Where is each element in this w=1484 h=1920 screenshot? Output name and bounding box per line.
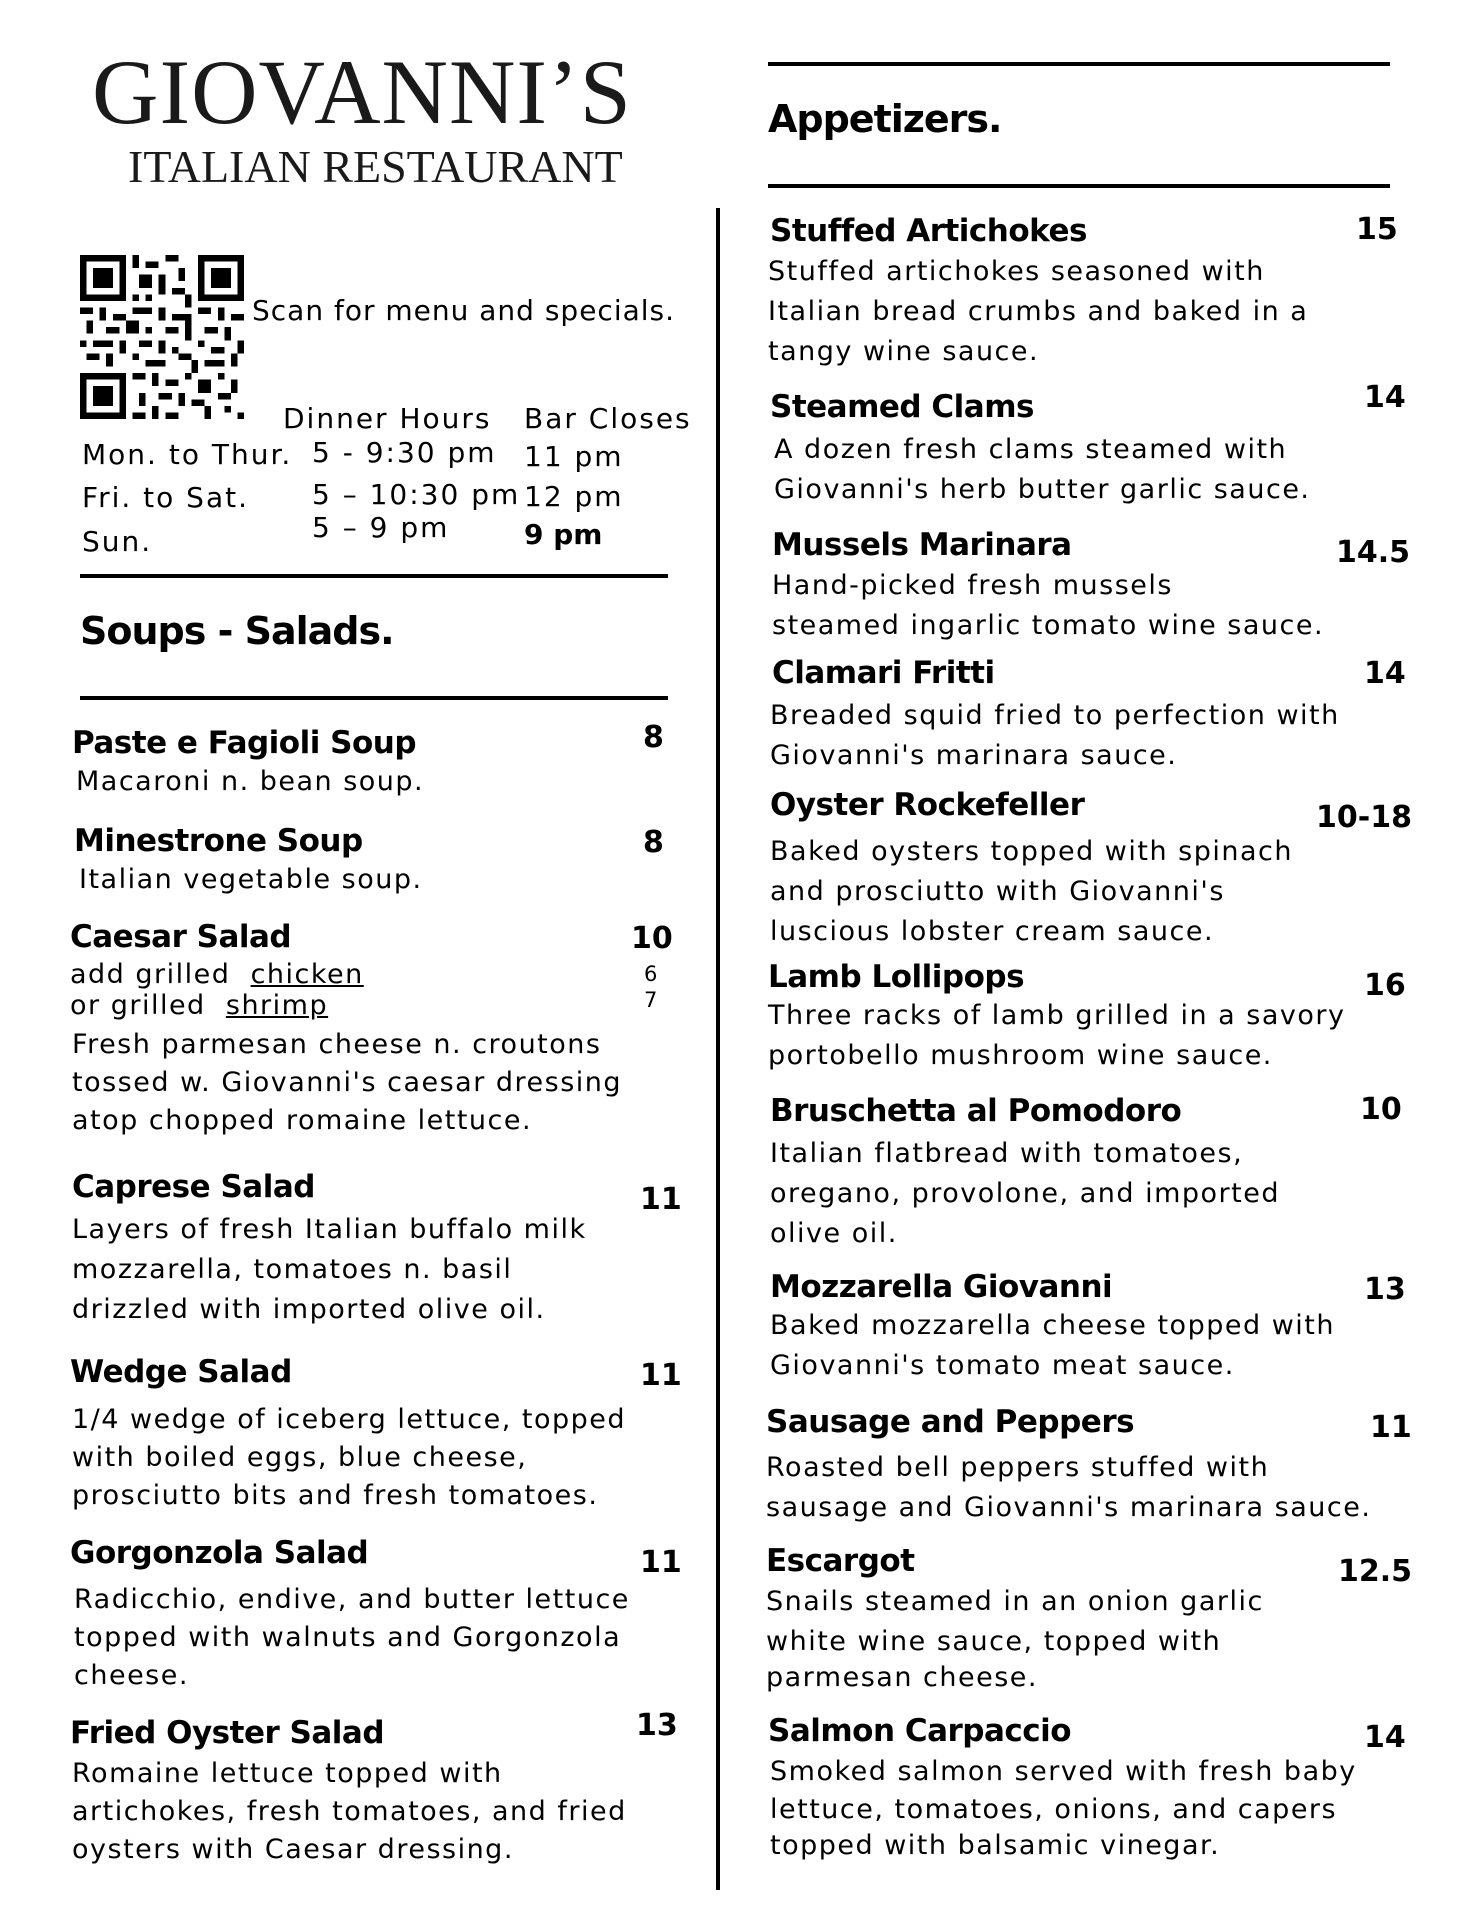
menu-item-name: Minestrone Soup [74, 823, 363, 859]
menu-item-name: Paste e Fagioli Soup [72, 725, 417, 761]
hours-bar-mon-thur: 11 pm [524, 440, 624, 473]
menu-item-desc: 1/4 wedge of iceberg lettuce, topped [72, 1404, 627, 1435]
menu-item-desc: Hand-picked fresh mussels [772, 570, 1173, 601]
menu-item-name: Stuffed Artichokes [770, 213, 1087, 249]
menu-item-desc: with boiled eggs, blue cheese, [72, 1442, 528, 1473]
menu-item-desc: Giovanni's herb butter garlic sauce. [774, 474, 1311, 505]
menu-item-desc: topped with balsamic vinegar. [770, 1830, 1221, 1861]
menu-item-desc: Baked oysters topped with spinach [770, 836, 1293, 867]
menu-item-desc: Snails steamed in an onion garlic [766, 1586, 1264, 1617]
menu-item-desc: and prosciutto with Giovanni's [770, 876, 1225, 907]
menu-item-name: Caprese Salad [72, 1169, 315, 1205]
addon-shrimp-price: 7 [644, 988, 658, 1012]
menu-item-price: 15 [1356, 212, 1398, 247]
addon-prefix: add grilled [70, 959, 231, 990]
hours-dinner-sun: 5 – 9 pm [312, 511, 450, 544]
menu-item-desc: Three racks of lamb grilled in a savory [768, 1000, 1346, 1031]
menu-item-desc: Romaine lettuce topped with [72, 1758, 503, 1789]
hours-days-fri-sat: Fri. to Sat. [82, 481, 249, 514]
divider [768, 62, 1390, 66]
divider [768, 184, 1390, 188]
menu-item-price: 14 [1364, 656, 1406, 691]
menu-item-desc: tangy wine sauce. [768, 336, 1040, 367]
hours-days-mon-thur: Mon. to Thur. [82, 438, 293, 471]
column-divider [716, 208, 720, 1890]
menu-item-name: Caesar Salad [70, 919, 292, 955]
menu-item-desc: Layers of fresh Italian buffalo milk [72, 1214, 587, 1245]
menu-item-name: Clamari Fritti [772, 655, 995, 691]
menu-item-desc: Smoked salmon served with fresh baby [770, 1756, 1357, 1787]
menu-item-name: Bruschetta al Pomodoro [770, 1093, 1182, 1129]
menu-item-desc: sausage and Giovanni's marinara sauce. [766, 1492, 1372, 1523]
menu-item-desc: Breaded squid fried to perfection with [770, 700, 1340, 731]
menu-item-desc: Macaroni n. bean soup. [76, 766, 425, 797]
menu-item-desc: Fresh parmesan cheese n. croutons [72, 1029, 602, 1060]
menu-item-desc: luscious lobster cream sauce. [770, 916, 1215, 947]
menu-item-name: Mussels Marinara [772, 527, 1072, 563]
addon-chicken-link[interactable]: chicken [250, 959, 364, 990]
hours-dinner-fri-sat: 5 – 10:30 pm [312, 478, 521, 511]
menu-item-name: Fried Oyster Salad [70, 1715, 385, 1751]
qr-code-icon[interactable] [80, 255, 244, 419]
menu-item-name: Oyster Rockefeller [770, 787, 1085, 823]
divider [80, 574, 668, 578]
menu-item-desc: tossed w. Giovanni's caesar dressing [72, 1067, 623, 1098]
menu-item-price: 10 [1360, 1092, 1402, 1127]
menu-item-desc: parmesan cheese. [766, 1662, 1038, 1693]
menu-item-name: Gorgonzola Salad [70, 1535, 369, 1571]
menu-item-name: Wedge Salad [70, 1354, 292, 1390]
menu-item-desc: Giovanni's marinara sauce. [770, 740, 1178, 771]
menu-item-desc: Roasted bell peppers stuffed with [766, 1452, 1270, 1483]
menu-item-price: 14 [1364, 380, 1406, 415]
menu-item-price: 11 [1370, 1410, 1412, 1445]
caesar-addon-shrimp [70, 990, 328, 1022]
menu-item-name: Sausage and Peppers [766, 1404, 1135, 1440]
hours-dinner-mon-thur: 5 - 9:30 pm [312, 436, 497, 469]
bar-closes-header: Bar Closes [524, 402, 692, 435]
menu-item-price: 8 [643, 825, 664, 860]
restaurant-subtitle: ITALIAN RESTAURANT [128, 141, 623, 192]
addon-chicken-price: 6 [644, 962, 658, 986]
menu-item-desc: Radicchio, endive, and butter lettuce [74, 1584, 630, 1615]
menu-item-desc: atop chopped romaine lettuce. [72, 1105, 533, 1136]
menu-item-desc: prosciutto bits and fresh tomatoes. [72, 1480, 599, 1511]
menu-item-desc: Stuffed artichokes seasoned with [768, 256, 1265, 287]
dinner-hours-header: Dinner Hours [283, 402, 492, 435]
menu-item-desc: lettuce, tomatoes, onions, and capers [770, 1794, 1338, 1825]
menu-item-name: Escargot [766, 1543, 915, 1579]
section-title-appetizers: Appetizers. [768, 97, 1002, 141]
menu-item-desc: topped with walnuts and Gorgonzola [74, 1622, 622, 1653]
menu-item-desc: Giovanni's tomato meat sauce. [770, 1350, 1235, 1381]
menu-item-price: 11 [640, 1182, 682, 1217]
menu-item-desc: steamed ingarlic tomato wine sauce. [772, 610, 1325, 641]
menu-item-price: 10-18 [1316, 800, 1412, 835]
menu-item-desc: oregano, provolone, and imported [770, 1178, 1280, 1209]
hours-bar-fri-sat: 12 pm [524, 480, 624, 513]
section-title-soups-salads: Soups - Salads. [80, 609, 394, 653]
caesar-addon-chicken [70, 959, 364, 991]
menu-item-price: 14 [1364, 1720, 1406, 1755]
menu-item-name: Mozzarella Giovanni [770, 1269, 1113, 1305]
menu-item-desc: olive oil. [770, 1218, 898, 1249]
menu-item-price: 13 [636, 1708, 678, 1743]
divider [80, 696, 668, 700]
menu-item-price: 11 [640, 1358, 682, 1393]
menu-item-desc: Italian flatbread with tomatoes, [770, 1138, 1244, 1169]
menu-item-desc: Baked mozzarella cheese topped with [770, 1310, 1335, 1341]
menu-item-price: 11 [640, 1545, 682, 1580]
menu-item-desc: mozzarella, tomatoes n. basil [72, 1254, 513, 1285]
menu-item-price: 13 [1364, 1272, 1406, 1307]
menu-item-desc: artichokes, fresh tomatoes, and fried [72, 1796, 627, 1827]
menu-item-price: 14.5 [1336, 535, 1411, 570]
menu-item-desc: Italian vegetable soup. [79, 864, 423, 895]
menu-item-desc: portobello mushroom wine sauce. [768, 1040, 1273, 1071]
menu-item-desc: drizzled with imported olive oil. [72, 1294, 546, 1325]
menu-item-desc: white wine sauce, topped with [766, 1626, 1222, 1657]
menu-item-desc: A dozen fresh clams steamed with [774, 434, 1288, 465]
menu-item-price: 10 [631, 921, 673, 956]
menu-item-price: 8 [643, 720, 664, 755]
menu-item-name: Lamb Lollipops [768, 959, 1025, 995]
addon-shrimp-link[interactable]: shrimp [225, 990, 329, 1021]
hours-bar-sun: 9 pm [524, 518, 603, 551]
restaurant-name: GIOVANNI’S [92, 41, 632, 143]
menu-item-desc: Italian bread crumbs and baked in a [768, 296, 1309, 327]
menu-item-desc: oysters with Caesar dressing. [72, 1834, 514, 1865]
hours-days-sun: Sun. [82, 525, 153, 558]
menu-item-price: 16 [1364, 968, 1406, 1003]
qr-caption: Scan for menu and specials. [252, 294, 676, 327]
menu-item-desc: cheese. [74, 1660, 189, 1691]
menu-item-name: Steamed Clams [770, 389, 1034, 425]
addon-prefix: or grilled [70, 990, 206, 1021]
menu-item-price: 12.5 [1338, 1554, 1413, 1589]
menu-item-name: Salmon Carpaccio [768, 1713, 1072, 1749]
